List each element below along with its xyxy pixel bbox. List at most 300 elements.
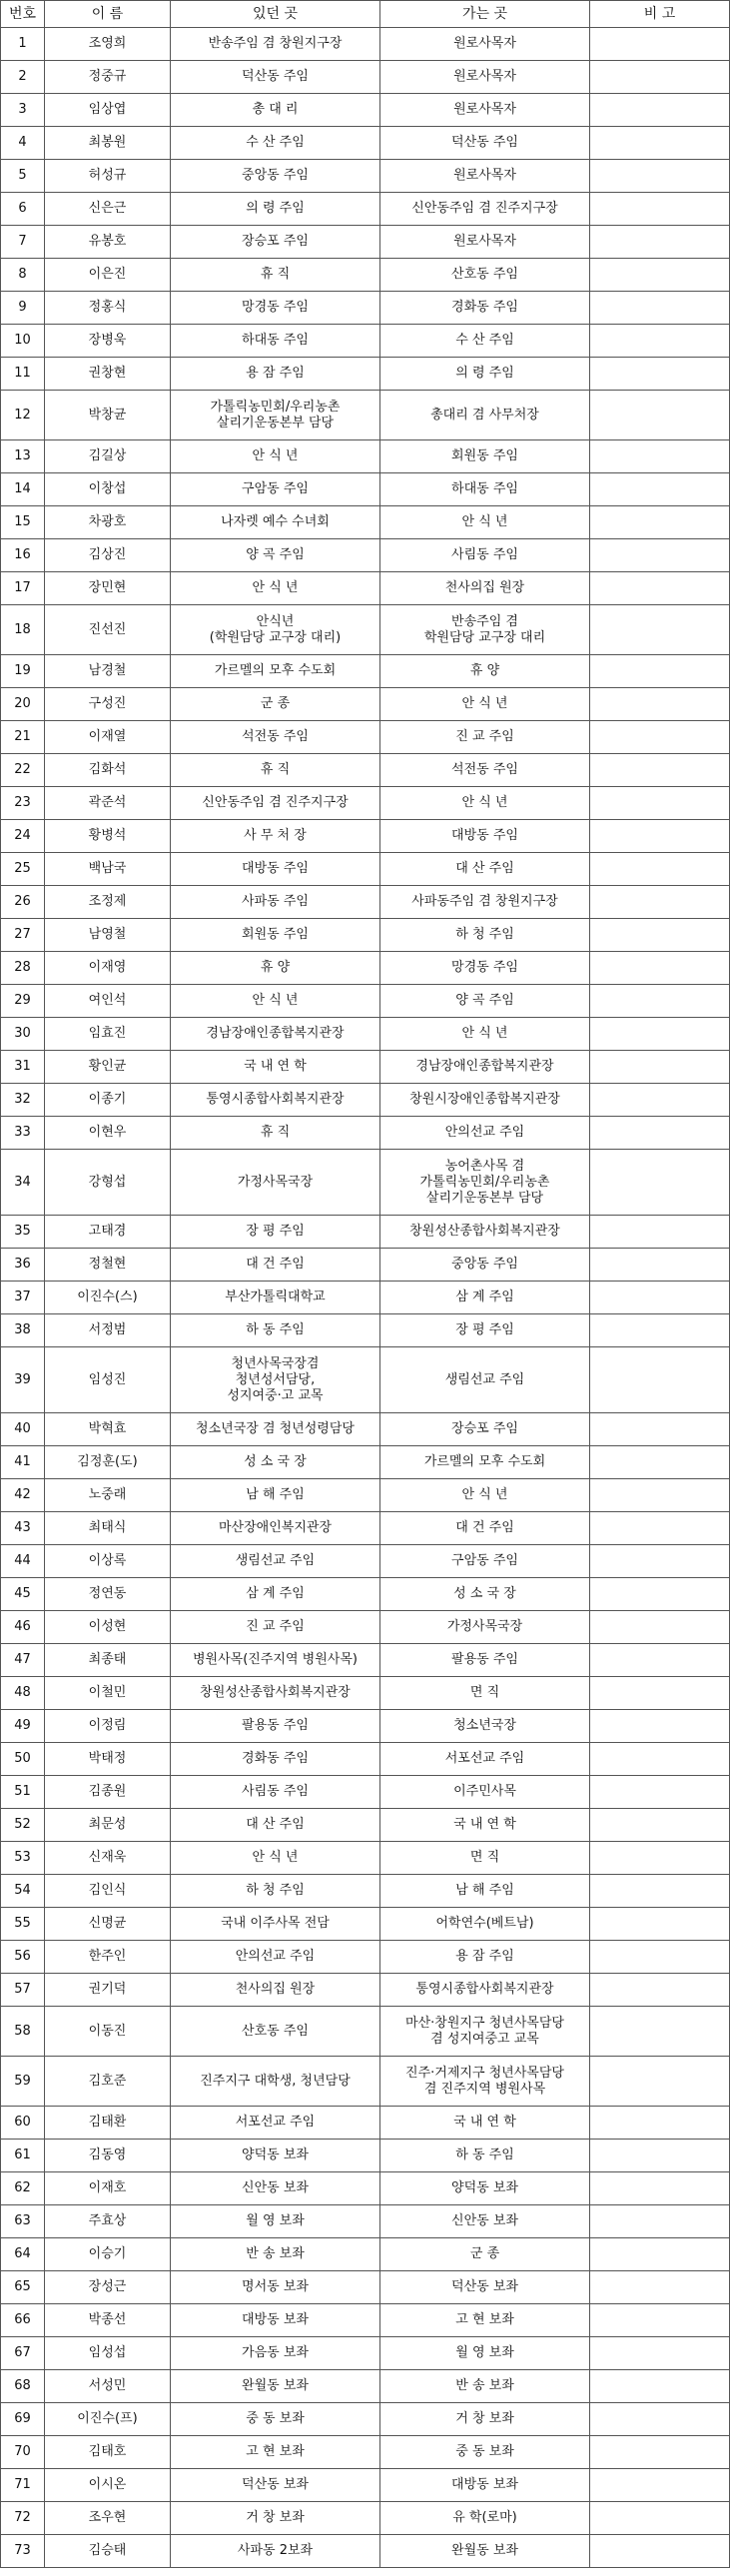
- cell-name: 강형섭: [45, 1150, 171, 1216]
- cell-to: 농어촌사목 겸 가톨릭농민회/우리농촌 살리기운동본부 담당: [380, 1150, 590, 1216]
- cell-note: [590, 1743, 730, 1776]
- cell-from: 대 건 주임: [171, 1249, 380, 1282]
- cell-from: 안 식 년: [171, 985, 380, 1018]
- cell-to: 장승포 주임: [380, 1413, 590, 1446]
- cell-note: [590, 94, 730, 127]
- cell-name: 정홍식: [45, 292, 171, 325]
- cell-name: 최봉원: [45, 127, 171, 160]
- table-row: [1, 1314, 730, 1347]
- cell-to: 안의선교 주임: [380, 1117, 590, 1150]
- cell-to: 원로사목자: [380, 160, 590, 193]
- cell-to: 국 내 연 학: [380, 2107, 590, 2140]
- cell-to: 유 학(로마): [380, 2502, 590, 2535]
- cell-note: [590, 1875, 730, 1908]
- table-row: [1, 2403, 730, 2436]
- cell-note: [590, 1578, 730, 1611]
- cell-no: 31: [1, 1051, 45, 1084]
- cell-note: [590, 539, 730, 572]
- cell-name: 황병석: [45, 820, 171, 853]
- cell-from: 나자렛 예수 수녀회: [171, 506, 380, 539]
- table-row: [1, 2304, 730, 2337]
- table-row: [1, 1150, 730, 1216]
- cell-note: [590, 572, 730, 605]
- cell-no: 7: [1, 226, 45, 259]
- cell-note: [590, 1084, 730, 1117]
- cell-note: [590, 1249, 730, 1282]
- cell-name: 차광호: [45, 506, 171, 539]
- cell-from: 고 현 보좌: [171, 2436, 380, 2469]
- table-row: [1, 2436, 730, 2469]
- cell-note: [590, 2502, 730, 2535]
- cell-from: 명서동 보좌: [171, 2271, 380, 2304]
- cell-name: 김호준: [45, 2057, 171, 2107]
- cell-name: 이진수(프): [45, 2403, 171, 2436]
- cell-from: 가톨릭농민회/우리농촌 살리기운동본부 담당: [171, 391, 380, 440]
- cell-from: 신안동주임 겸 진주지구장: [171, 787, 380, 820]
- cell-name: 권기덕: [45, 1974, 171, 2007]
- cell-from: 덕산동 주임: [171, 61, 380, 94]
- cell-name: 조우현: [45, 2502, 171, 2535]
- cell-from: 가르멜의 모후 수도회: [171, 655, 380, 688]
- cell-to: 총대리 겸 사무처장: [380, 391, 590, 440]
- cell-no: 26: [1, 886, 45, 919]
- table-row: [1, 1051, 730, 1084]
- cell-no: 6: [1, 193, 45, 226]
- cell-no: 68: [1, 2370, 45, 2403]
- cell-from: 남 해 주임: [171, 1479, 380, 1512]
- cell-from: 완월동 보좌: [171, 2370, 380, 2403]
- cell-from: 용 잠 주임: [171, 358, 380, 391]
- cell-to: 대 건 주임: [380, 1512, 590, 1545]
- cell-no: 40: [1, 1413, 45, 1446]
- cell-no: 10: [1, 325, 45, 358]
- cell-no: 71: [1, 2469, 45, 2502]
- cell-note: [590, 1512, 730, 1545]
- cell-from: 석전동 주임: [171, 721, 380, 754]
- cell-name: 장민현: [45, 572, 171, 605]
- cell-from: 휴 양: [171, 952, 380, 985]
- cell-note: [590, 2436, 730, 2469]
- cell-from: 대방동 보좌: [171, 2304, 380, 2337]
- cell-from: 병원사목(진주지역 병원사목): [171, 1644, 380, 1677]
- cell-to: 창원성산종합사회복지관장: [380, 1216, 590, 1249]
- cell-name: 김화석: [45, 754, 171, 787]
- cell-from: 팔용동 주임: [171, 1710, 380, 1743]
- cell-to: 원로사목자: [380, 61, 590, 94]
- cell-name: 정철현: [45, 1249, 171, 1282]
- cell-no: 16: [1, 539, 45, 572]
- header-no: 번호: [1, 1, 45, 28]
- cell-no: 62: [1, 2172, 45, 2205]
- table-row: [1, 226, 730, 259]
- cell-to: 대방동 보좌: [380, 2469, 590, 2502]
- cell-to: 수 산 주임: [380, 325, 590, 358]
- cell-to: 고 현 보좌: [380, 2304, 590, 2337]
- table-row: [1, 820, 730, 853]
- cell-name: 이재영: [45, 952, 171, 985]
- cell-name: 임효진: [45, 1018, 171, 1051]
- cell-to: 신안동 보좌: [380, 2205, 590, 2238]
- cell-no: 54: [1, 1875, 45, 1908]
- table-row: [1, 2007, 730, 2057]
- cell-name: 노중래: [45, 1479, 171, 1512]
- cell-from: 사 무 처 장: [171, 820, 380, 853]
- cell-no: 59: [1, 2057, 45, 2107]
- cell-name: 이재열: [45, 721, 171, 754]
- cell-no: 23: [1, 787, 45, 820]
- cell-no: 25: [1, 853, 45, 886]
- cell-no: 64: [1, 2238, 45, 2271]
- cell-name: 정연동: [45, 1578, 171, 1611]
- cell-note: [590, 886, 730, 919]
- table-row: [1, 572, 730, 605]
- cell-name: 진선진: [45, 605, 171, 655]
- cell-note: [590, 28, 730, 61]
- cell-from: 수 산 주임: [171, 127, 380, 160]
- cell-name: 이철민: [45, 1677, 171, 1710]
- cell-from: 통영시종합사회복지관장: [171, 1084, 380, 1117]
- cell-no: 29: [1, 985, 45, 1018]
- cell-no: 30: [1, 1018, 45, 1051]
- cell-no: 73: [1, 2535, 45, 2568]
- cell-to: 면 직: [380, 1842, 590, 1875]
- cell-from: 군 종: [171, 688, 380, 721]
- cell-note: [590, 259, 730, 292]
- cell-to: 가정사목국장: [380, 1611, 590, 1644]
- table-row: [1, 2469, 730, 2502]
- cell-to: 망경동 주임: [380, 952, 590, 985]
- cell-name: 이재호: [45, 2172, 171, 2205]
- table-row: [1, 440, 730, 473]
- cell-to: 용 잠 주임: [380, 1941, 590, 1974]
- cell-name: 허성규: [45, 160, 171, 193]
- cell-note: [590, 853, 730, 886]
- cell-note: [590, 2535, 730, 2568]
- cell-note: [590, 193, 730, 226]
- cell-to: 면 직: [380, 1677, 590, 1710]
- table-row: [1, 1578, 730, 1611]
- cell-note: [590, 160, 730, 193]
- cell-name: 장병욱: [45, 325, 171, 358]
- cell-no: 58: [1, 2007, 45, 2057]
- cell-from: 안의선교 주임: [171, 1941, 380, 1974]
- cell-to: 진주·거제지구 청년사목담당 겸 진주지역 병원사목: [380, 2057, 590, 2107]
- cell-note: [590, 127, 730, 160]
- cell-from: 양덕동 보좌: [171, 2140, 380, 2172]
- table-row: [1, 985, 730, 1018]
- table-row: [1, 2140, 730, 2172]
- cell-note: [590, 1117, 730, 1150]
- cell-from: 마산장애인복지관장: [171, 1512, 380, 1545]
- table-row: [1, 952, 730, 985]
- table-row: [1, 1117, 730, 1150]
- cell-note: [590, 440, 730, 473]
- cell-no: 67: [1, 2337, 45, 2370]
- cell-note: [590, 2238, 730, 2271]
- cell-name: 김종원: [45, 1776, 171, 1809]
- cell-note: [590, 358, 730, 391]
- cell-no: 14: [1, 473, 45, 506]
- cell-to: 창원시장애인종합복지관장: [380, 1084, 590, 1117]
- table-row: [1, 787, 730, 820]
- cell-no: 12: [1, 391, 45, 440]
- cell-no: 24: [1, 820, 45, 853]
- cell-to: 대방동 주임: [380, 820, 590, 853]
- cell-from: 휴 직: [171, 1117, 380, 1150]
- cell-note: [590, 2469, 730, 2502]
- cell-to: 안 식 년: [380, 688, 590, 721]
- cell-name: 정중규: [45, 61, 171, 94]
- cell-no: 48: [1, 1677, 45, 1710]
- cell-from: 안 식 년: [171, 572, 380, 605]
- cell-from: 대방동 주임: [171, 853, 380, 886]
- table-row: [1, 2271, 730, 2304]
- table-row: [1, 2370, 730, 2403]
- cell-no: 46: [1, 1611, 45, 1644]
- cell-name: 김태호: [45, 2436, 171, 2469]
- cell-from: 회원동 주임: [171, 919, 380, 952]
- cell-to: 마산·창원지구 청년사목담당 겸 성지여중고 교목: [380, 2007, 590, 2057]
- cell-note: [590, 2304, 730, 2337]
- cell-no: 55: [1, 1908, 45, 1941]
- table-row: [1, 1809, 730, 1842]
- cell-name: 이은진: [45, 259, 171, 292]
- cell-to: 경화동 주임: [380, 292, 590, 325]
- cell-no: 53: [1, 1842, 45, 1875]
- cell-name: 구성진: [45, 688, 171, 721]
- cell-to: 완월동 보좌: [380, 2535, 590, 2568]
- cell-to: 사파동주임 겸 창원지구장: [380, 886, 590, 919]
- cell-note: [590, 1809, 730, 1842]
- cell-note: [590, 605, 730, 655]
- table-body: [1, 28, 730, 2568]
- table-row: [1, 2205, 730, 2238]
- table-row: [1, 886, 730, 919]
- cell-no: 22: [1, 754, 45, 787]
- cell-note: [590, 1908, 730, 1941]
- cell-name: 장성근: [45, 2271, 171, 2304]
- table-row: [1, 1677, 730, 1710]
- table-row: [1, 2057, 730, 2107]
- table-row: [1, 1743, 730, 1776]
- cell-name: 김정훈(도): [45, 1446, 171, 1479]
- cell-no: 52: [1, 1809, 45, 1842]
- cell-from: 장승포 주임: [171, 226, 380, 259]
- cell-from: 장 평 주임: [171, 1216, 380, 1249]
- table-row: [1, 1084, 730, 1117]
- table-row: [1, 721, 730, 754]
- cell-note: [590, 2370, 730, 2403]
- cell-no: 3: [1, 94, 45, 127]
- cell-to: 중앙동 주임: [380, 1249, 590, 1282]
- cell-note: [590, 61, 730, 94]
- cell-name: 조영희: [45, 28, 171, 61]
- table-row: [1, 391, 730, 440]
- cell-to: 하 청 주임: [380, 919, 590, 952]
- cell-no: 60: [1, 2107, 45, 2140]
- cell-from: 경남장애인종합복지관장: [171, 1018, 380, 1051]
- cell-from: 반송주임 겸 창원지구장: [171, 28, 380, 61]
- cell-note: [590, 754, 730, 787]
- cell-no: 56: [1, 1941, 45, 1974]
- cell-from: 진주지구 대학생, 청년담당: [171, 2057, 380, 2107]
- table-row: [1, 506, 730, 539]
- cell-note: [590, 2140, 730, 2172]
- cell-note: [590, 2271, 730, 2304]
- cell-name: 여인석: [45, 985, 171, 1018]
- cell-name: 이시온: [45, 2469, 171, 2502]
- cell-note: [590, 391, 730, 440]
- cell-no: 70: [1, 2436, 45, 2469]
- cell-to: 반 송 보좌: [380, 2370, 590, 2403]
- cell-name: 김인식: [45, 1875, 171, 1908]
- cell-no: 57: [1, 1974, 45, 2007]
- cell-name: 고태경: [45, 1216, 171, 1249]
- cell-note: [590, 1842, 730, 1875]
- cell-no: 63: [1, 2205, 45, 2238]
- cell-from: 사파동 주임: [171, 886, 380, 919]
- cell-note: [590, 688, 730, 721]
- cell-note: [590, 1413, 730, 1446]
- cell-to: 이주민사목: [380, 1776, 590, 1809]
- cell-to: 서포선교 주임: [380, 1743, 590, 1776]
- cell-name: 박창균: [45, 391, 171, 440]
- cell-to: 진 교 주임: [380, 721, 590, 754]
- cell-to: 청소년국장: [380, 1710, 590, 1743]
- header-to: 가는 곳: [380, 1, 590, 28]
- cell-name: 김승태: [45, 2535, 171, 2568]
- cell-no: 41: [1, 1446, 45, 1479]
- table-row: [1, 655, 730, 688]
- cell-no: 38: [1, 1314, 45, 1347]
- cell-note: [590, 325, 730, 358]
- cell-note: [590, 1314, 730, 1347]
- cell-no: 36: [1, 1249, 45, 1282]
- cell-from: 구암동 주임: [171, 473, 380, 506]
- cell-name: 남영철: [45, 919, 171, 952]
- cell-note: [590, 952, 730, 985]
- cell-to: 신안동주임 겸 진주지구장: [380, 193, 590, 226]
- table-row: [1, 1941, 730, 1974]
- cell-from: 경화동 주임: [171, 1743, 380, 1776]
- cell-note: [590, 1545, 730, 1578]
- cell-name: 한주인: [45, 1941, 171, 1974]
- table-row: [1, 94, 730, 127]
- table-row: [1, 919, 730, 952]
- cell-to: 대 산 주임: [380, 853, 590, 886]
- cell-no: 37: [1, 1282, 45, 1314]
- cell-to: 덕산동 보좌: [380, 2271, 590, 2304]
- cell-name: 김상진: [45, 539, 171, 572]
- cell-name: 이상록: [45, 1545, 171, 1578]
- cell-from: 거 창 보좌: [171, 2502, 380, 2535]
- cell-note: [590, 292, 730, 325]
- cell-from: 월 영 보좌: [171, 2205, 380, 2238]
- cell-from: 중앙동 주임: [171, 160, 380, 193]
- cell-no: 5: [1, 160, 45, 193]
- table-row: [1, 853, 730, 886]
- table-row: [1, 1446, 730, 1479]
- cell-no: 45: [1, 1578, 45, 1611]
- table-row: [1, 193, 730, 226]
- cell-from: 중 동 보좌: [171, 2403, 380, 2436]
- cell-to: 삼 계 주임: [380, 1282, 590, 1314]
- cell-note: [590, 1974, 730, 2007]
- cell-no: 66: [1, 2304, 45, 2337]
- cell-to: 안 식 년: [380, 787, 590, 820]
- cell-note: [590, 655, 730, 688]
- header-note: 비 고: [590, 1, 730, 28]
- cell-name: 남경철: [45, 655, 171, 688]
- table-row: [1, 1512, 730, 1545]
- cell-to: 양덕동 보좌: [380, 2172, 590, 2205]
- cell-name: 김태환: [45, 2107, 171, 2140]
- cell-note: [590, 2403, 730, 2436]
- cell-to: 팔용동 주임: [380, 1644, 590, 1677]
- cell-no: 32: [1, 1084, 45, 1117]
- cell-note: [590, 2172, 730, 2205]
- cell-from: 안식년 (학원담당 교구장 대리): [171, 605, 380, 655]
- cell-to: 원로사목자: [380, 94, 590, 127]
- cell-from: 휴 직: [171, 259, 380, 292]
- table-row: [1, 1347, 730, 1413]
- cell-no: 72: [1, 2502, 45, 2535]
- cell-note: [590, 1644, 730, 1677]
- cell-no: 44: [1, 1545, 45, 1578]
- cell-name: 최종태: [45, 1644, 171, 1677]
- cell-no: 69: [1, 2403, 45, 2436]
- cell-to: 경남장애인종합복지관장: [380, 1051, 590, 1084]
- cell-no: 18: [1, 605, 45, 655]
- cell-from: 청소년국장 겸 청년성령담당: [171, 1413, 380, 1446]
- cell-to: 국 내 연 학: [380, 1809, 590, 1842]
- cell-no: 17: [1, 572, 45, 605]
- cell-note: [590, 506, 730, 539]
- cell-to: 월 영 보좌: [380, 2337, 590, 2370]
- cell-no: 33: [1, 1117, 45, 1150]
- cell-no: 28: [1, 952, 45, 985]
- table-row: [1, 358, 730, 391]
- cell-name: 이진수(스): [45, 1282, 171, 1314]
- table-row: [1, 605, 730, 655]
- cell-to: 회원동 주임: [380, 440, 590, 473]
- cell-to: 산호동 주임: [380, 259, 590, 292]
- cell-to: 휴 양: [380, 655, 590, 688]
- cell-name: 박태정: [45, 1743, 171, 1776]
- cell-from: 대 산 주임: [171, 1809, 380, 1842]
- cell-to: 원로사목자: [380, 226, 590, 259]
- table-row: [1, 1842, 730, 1875]
- table-row: [1, 473, 730, 506]
- cell-note: [590, 1710, 730, 1743]
- cell-name: 최문성: [45, 1809, 171, 1842]
- cell-name: 신재욱: [45, 1842, 171, 1875]
- cell-from: 국내 이주사목 전담: [171, 1908, 380, 1941]
- table-row: [1, 1776, 730, 1809]
- cell-note: [590, 721, 730, 754]
- cell-no: 11: [1, 358, 45, 391]
- cell-name: 신명균: [45, 1908, 171, 1941]
- cell-note: [590, 2107, 730, 2140]
- cell-from: 가음동 보좌: [171, 2337, 380, 2370]
- cell-name: 황인균: [45, 1051, 171, 1084]
- cell-note: [590, 787, 730, 820]
- cell-name: 이승기: [45, 2238, 171, 2271]
- cell-no: 39: [1, 1347, 45, 1413]
- cell-to: 원로사목자: [380, 28, 590, 61]
- cell-no: 50: [1, 1743, 45, 1776]
- cell-name: 유봉호: [45, 226, 171, 259]
